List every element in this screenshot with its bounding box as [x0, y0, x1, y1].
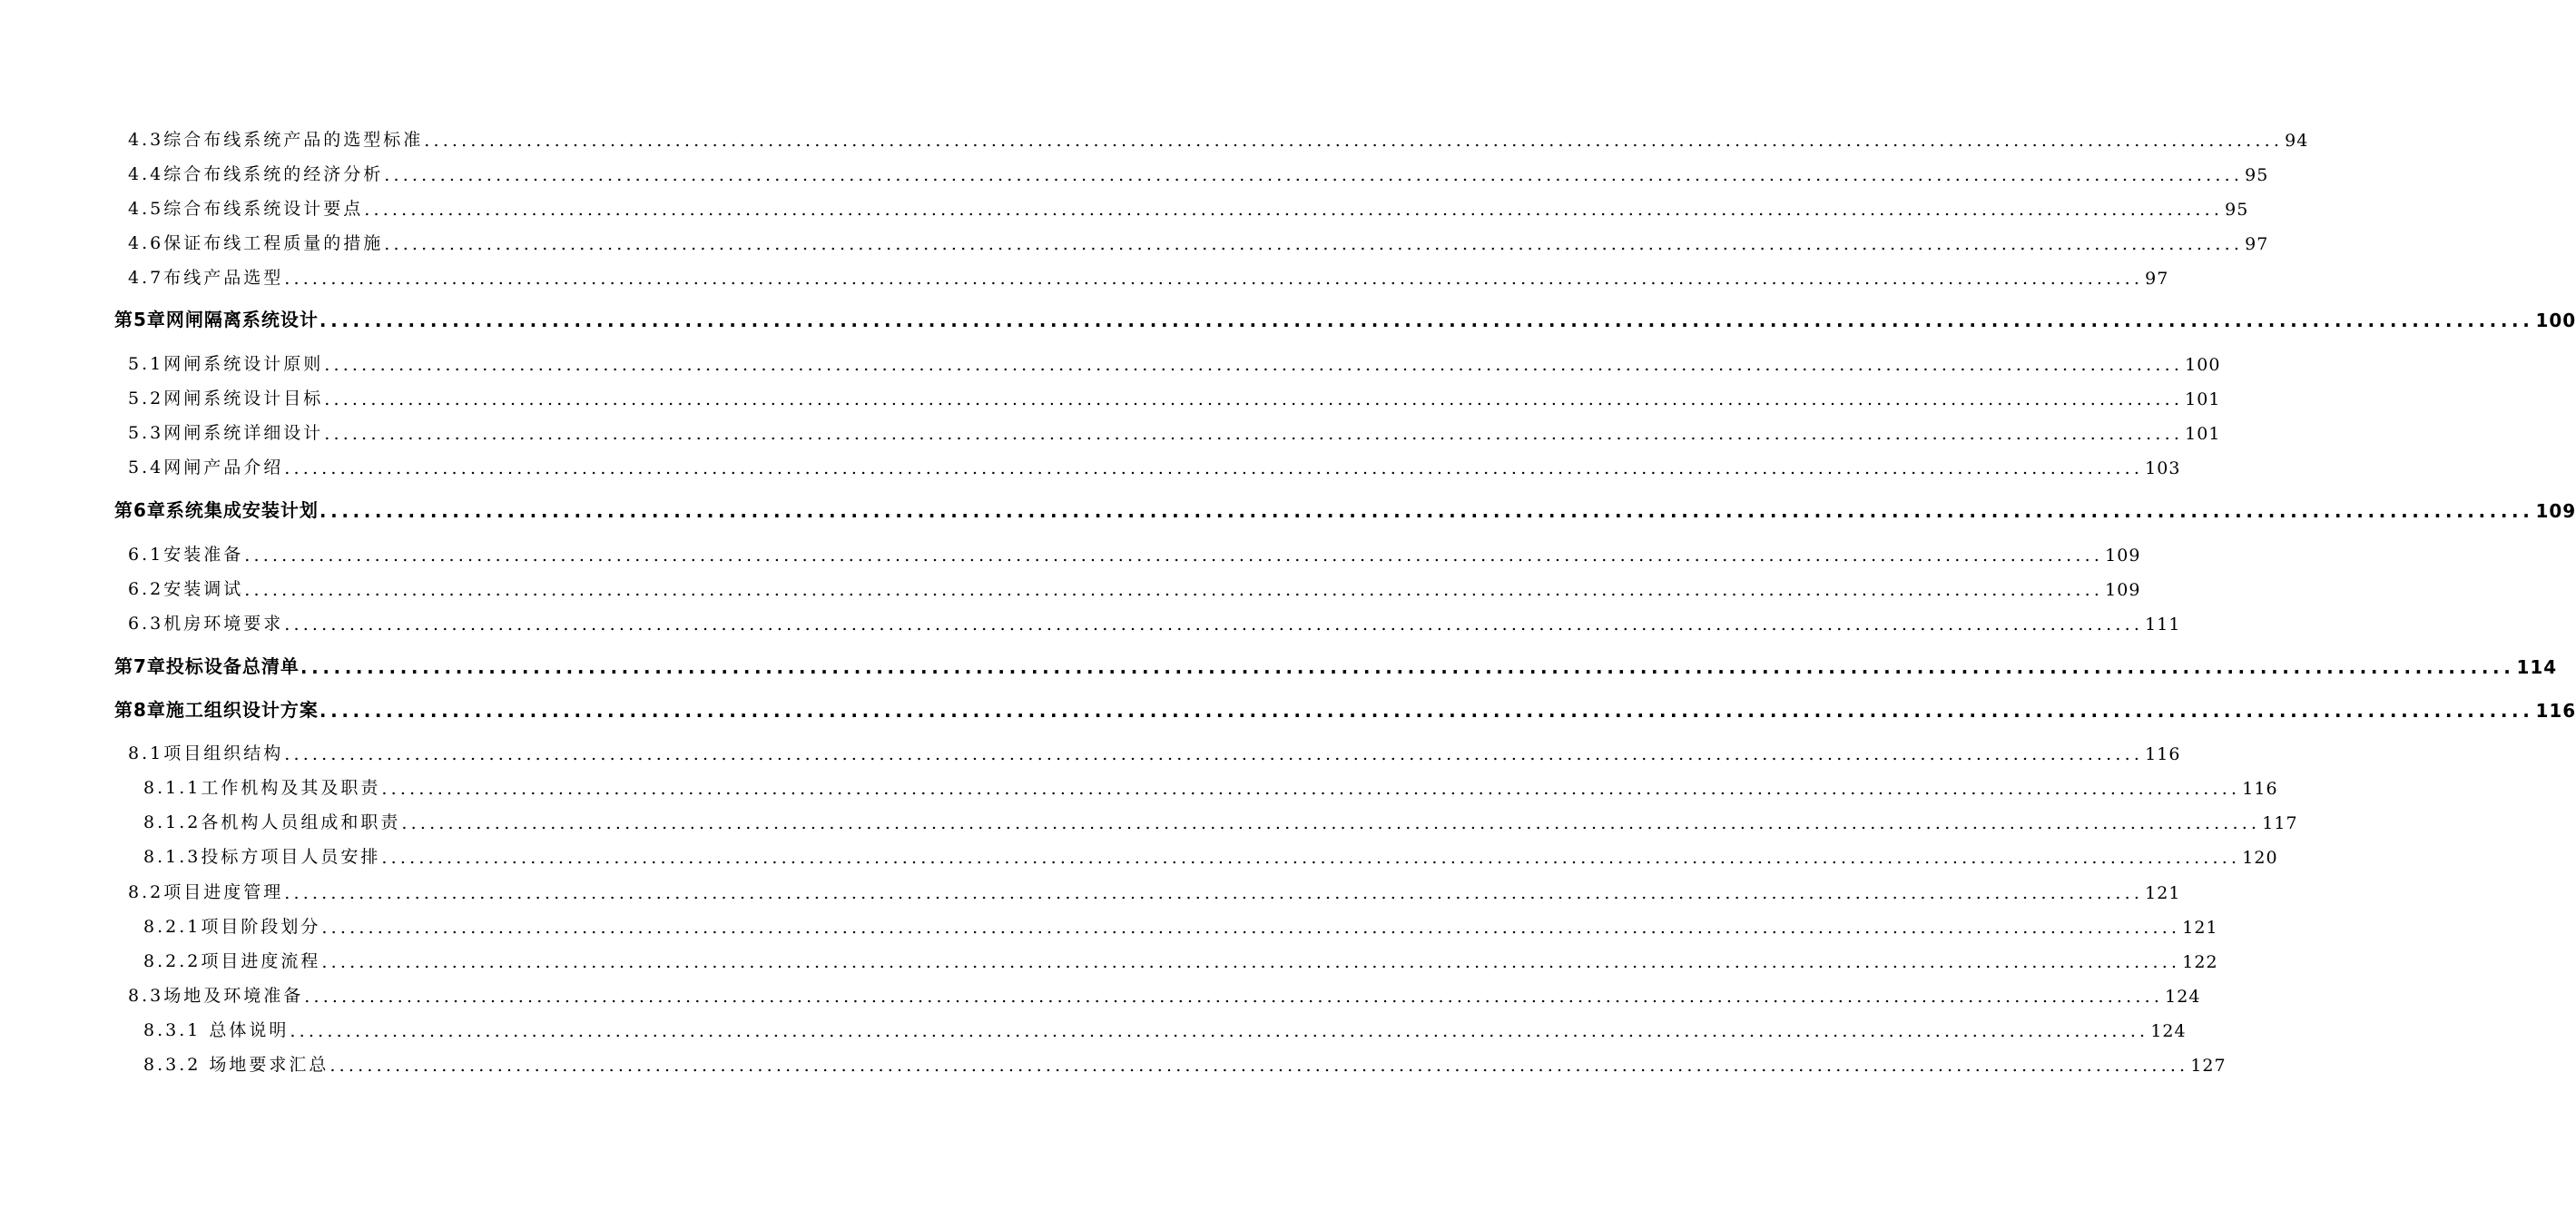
toc-entry[interactable]: [128, 573, 2141, 600]
dot-leader: ........................................................................................................................................................................................................: [329, 1056, 2189, 1076]
toc-entry-page-number: 94: [2285, 131, 2309, 151]
dot-leader: ........................................................................................................................................................................................................: [324, 355, 2184, 375]
toc-entry-page-number: 121: [2145, 883, 2181, 903]
toc-entry[interactable]: [128, 227, 2269, 254]
toc-entry-page-number: 124: [2150, 1021, 2187, 1041]
toc-entry-title: 第6章系统集成安装计划: [114, 499, 319, 521]
toc-entry[interactable]: [128, 538, 2141, 566]
toc-entry[interactable]: [143, 1014, 2187, 1041]
dot-leader: ........................................................................................................................................................................................................: [324, 389, 2184, 409]
dot-leader: ........................................................................................................................................................................................................: [384, 234, 2244, 254]
dot-leader: ........................................................................................................................................................................................................: [319, 310, 2534, 331]
toc-entry-page-number: 122: [2182, 952, 2218, 972]
toc-chapter-entry[interactable]: [114, 304, 2576, 331]
toc-entry-page-number: 116: [2242, 779, 2278, 799]
toc-entry-title: 4.7布线产品选型: [128, 268, 284, 288]
toc-entry-title: 4.3综合布线系统产品的选型标准: [128, 130, 424, 150]
toc-entry[interactable]: [128, 979, 2201, 1007]
dot-leader: ........................................................................................................................................................................................................: [284, 883, 2144, 903]
toc-entry[interactable]: [143, 910, 2218, 938]
toc-entry-page-number: 101: [2185, 389, 2221, 409]
toc-entry[interactable]: [128, 261, 2169, 289]
dot-leader: ........................................................................................................................................................................................................: [244, 580, 2104, 600]
toc-entry-title: 8.1.3投标方项目人员安排: [143, 847, 381, 867]
dot-leader: ........................................................................................................................................................................................................: [384, 165, 2244, 185]
dot-leader: ........................................................................................................................................................................................................: [284, 269, 2144, 289]
dot-leader: ........................................................................................................................................................................................................: [321, 918, 2181, 938]
toc-entry-title: 8.3.1 总体说明: [143, 1020, 290, 1040]
dot-leader: ........................................................................................................................................................................................................: [321, 952, 2181, 972]
toc-entry-page-number: 111: [2145, 615, 2181, 635]
toc-entry-page-number: 114: [2516, 656, 2558, 678]
toc-entry-page-number: 109: [2535, 500, 2576, 522]
toc-entry[interactable]: [128, 607, 2181, 635]
toc-entry-page-number: 100: [2185, 355, 2221, 375]
dot-leader: ........................................................................................................................................................................................................: [284, 744, 2144, 764]
toc-entry[interactable]: [143, 1048, 2227, 1076]
dot-leader: ........................................................................................................................................................................................................: [424, 131, 2284, 151]
dot-leader: ........................................................................................................................................................................................................: [304, 987, 2164, 1007]
toc-entry-title: 8.1项目组织结构: [128, 743, 284, 763]
toc-entry-page-number: 116: [2145, 744, 2181, 764]
toc-entry-title: 5.4网闸产品介绍: [128, 458, 284, 477]
toc-entry[interactable]: [128, 417, 2221, 444]
dot-leader: ........................................................................................................................................................................................................: [381, 848, 2241, 868]
toc-entry[interactable]: [128, 382, 2221, 409]
dot-leader: ........................................................................................................................................................................................................: [284, 458, 2144, 478]
toc-entry-title: 8.3.2 场地要求汇总: [143, 1055, 329, 1075]
toc-chapter-entry[interactable]: [114, 694, 2576, 722]
toc-entry-title: 8.1.2各机构人员组成和职责: [143, 812, 401, 832]
toc-entry-page-number: 100: [2535, 310, 2576, 331]
toc-entry-page-number: 116: [2535, 700, 2576, 722]
toc-entry-title: 8.3场地及环境准备: [128, 986, 304, 1006]
toc-entry-page-number: 103: [2145, 458, 2181, 478]
dot-leader: ........................................................................................................................................................................................................: [244, 546, 2104, 566]
dot-leader: ........................................................................................................................................................................................................: [284, 615, 2144, 635]
toc-entry-title: 5.1网闸系统设计原则: [128, 354, 324, 374]
toc-entry-title: 8.2.2项目进度流程: [143, 951, 321, 971]
toc-entry[interactable]: [128, 158, 2269, 185]
dot-leader: ........................................................................................................................................................................................................: [319, 500, 2534, 522]
toc-entry[interactable]: [128, 737, 2181, 764]
toc-entry-title: 8.2.1项目阶段划分: [143, 917, 321, 937]
toc-entry-page-number: 124: [2165, 987, 2201, 1007]
dot-leader: ........................................................................................................................................................................................................: [381, 779, 2241, 799]
toc-entry-page-number: 120: [2242, 848, 2278, 868]
toc-entry[interactable]: [143, 772, 2278, 799]
toc-entry-title: 6.3机房环境要求: [128, 614, 284, 634]
dot-leader: ........................................................................................................................................................................................................: [300, 656, 2515, 678]
dot-leader: ........................................................................................................................................................................................................: [290, 1021, 2149, 1041]
dot-leader: ........................................................................................................................................................................................................: [324, 424, 2184, 444]
toc-entry-title: 4.4综合布线系统的经济分析: [128, 164, 384, 184]
dot-leader: ........................................................................................................................................................................................................: [401, 813, 2261, 833]
toc-entry[interactable]: [128, 876, 2181, 903]
toc-entry-page-number: 109: [2105, 546, 2141, 566]
toc-entry[interactable]: [128, 348, 2221, 375]
toc-entry-title: 8.1.1工作机构及其及职责: [143, 778, 381, 798]
toc-entry-page-number: 117: [2262, 813, 2298, 833]
toc-entry-title: 5.2网闸系统设计目标: [128, 389, 324, 408]
toc-entry-page-number: 97: [2245, 234, 2269, 254]
toc-entry[interactable]: [143, 945, 2218, 972]
toc-entry-page-number: 121: [2182, 918, 2218, 938]
toc-entry[interactable]: [143, 806, 2298, 833]
toc-entry-page-number: 97: [2145, 269, 2169, 289]
toc-entry[interactable]: [128, 123, 2309, 151]
toc-chapter-entry[interactable]: [114, 651, 2558, 678]
dot-leader: ........................................................................................................................................................................................................: [319, 700, 2534, 722]
toc-entry-title: 4.6保证布线工程质量的措施: [128, 233, 384, 253]
toc-entry-title: 8.2项目进度管理: [128, 882, 284, 902]
toc-entry-title: 6.2安装调试: [128, 579, 244, 599]
toc-chapter-entry[interactable]: [114, 495, 2576, 522]
toc-entry[interactable]: [143, 841, 2278, 868]
toc-entry-title: 第7章投标设备总清单: [114, 655, 300, 677]
dot-leader: ........................................................................................................................................................................................................: [364, 200, 2224, 220]
toc-entry-title: 5.3网闸系统详细设计: [128, 423, 324, 443]
toc-entry-title: 第8章施工组织设计方案: [114, 699, 319, 721]
toc-entry-page-number: 95: [2225, 200, 2249, 220]
toc-entry-title: 6.1安装准备: [128, 545, 244, 565]
toc-entry[interactable]: [128, 192, 2249, 220]
toc-entry-page-number: 101: [2185, 424, 2221, 444]
toc-entry-title: 4.5综合布线系统设计要点: [128, 199, 364, 219]
toc-entry-title: 第5章网闸隔离系统设计: [114, 309, 319, 330]
toc-entry-page-number: 95: [2245, 165, 2269, 185]
toc-entry-page-number: 109: [2105, 580, 2141, 600]
toc-entry[interactable]: [128, 451, 2181, 478]
toc-entry-page-number: 127: [2190, 1056, 2227, 1076]
